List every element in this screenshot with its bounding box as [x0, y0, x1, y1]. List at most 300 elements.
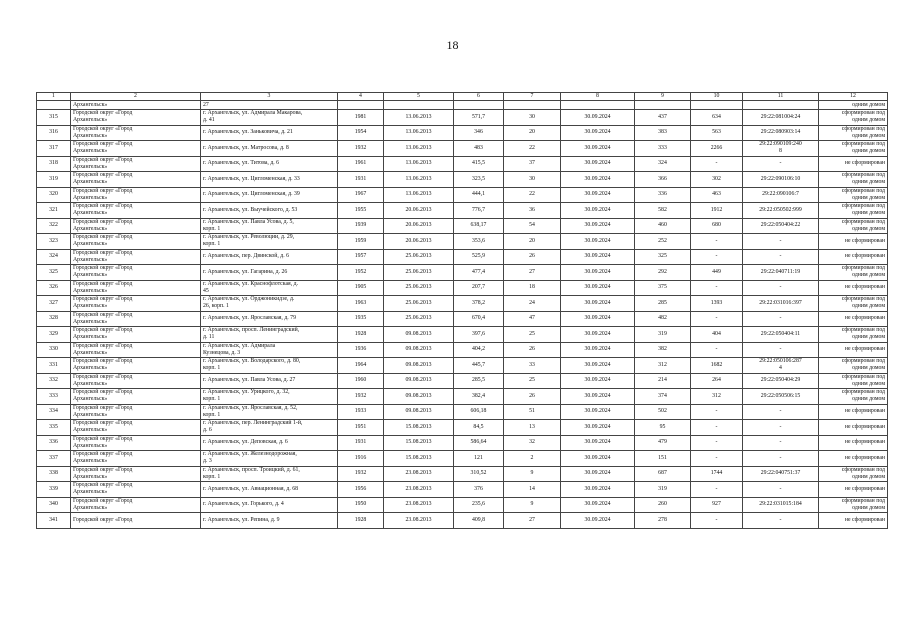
- cell-number: 332: [37, 373, 71, 389]
- col-header: 2: [71, 93, 201, 101]
- cell-date: 15.08.2013: [384, 451, 454, 467]
- cell-date: 09.08.2013: [384, 342, 454, 358]
- cell-status: сформирован под одним домом: [819, 110, 888, 126]
- cell: [384, 101, 454, 110]
- cell-deadline: 30.09.2024: [561, 172, 635, 188]
- cell-number: 322: [37, 218, 71, 234]
- cell-number: 330: [37, 342, 71, 358]
- table-row: [37, 466, 888, 482]
- cell-year: 1950: [338, 497, 384, 513]
- cell-col10: 449: [691, 265, 743, 281]
- cell-residents: 2: [504, 451, 561, 467]
- cell-owner: Городской округ «Город Архангельск»: [71, 482, 201, 498]
- cell-address: г. Архангельск, ул. Адмирала Кузнецова, д. 3: [201, 342, 338, 358]
- cell-year: 1964: [338, 358, 384, 374]
- cell-date: 13.06.2013: [384, 125, 454, 141]
- cell-col10: 302: [691, 172, 743, 188]
- cell-deadline: 30.09.2024: [561, 513, 635, 529]
- cell-address: г. Архангельск, просп. Троицкий, д. 61, корп. 1: [201, 466, 338, 482]
- cell-owner: Городской округ «Город Архангельск»: [71, 435, 201, 451]
- cell-status: не сформирован: [819, 156, 888, 172]
- cell-address: г. Архангельск, ул. Железнодорожная, д. 3: [201, 451, 338, 467]
- cell-status: сформирован под одним домом: [819, 187, 888, 203]
- cell-status: не сформирован: [819, 249, 888, 265]
- table-row: [37, 420, 888, 436]
- cell-area: 670,4: [454, 311, 504, 327]
- cell-area: 404,2: [454, 342, 504, 358]
- cell-col10: 463: [691, 187, 743, 203]
- col-header: 7: [504, 93, 561, 101]
- cell-col9: 214: [635, 373, 691, 389]
- cell-area: 409,8: [454, 513, 504, 529]
- cell-number: 338: [37, 466, 71, 482]
- cell-col10: 404: [691, 327, 743, 343]
- cell-col9: 252: [635, 234, 691, 250]
- cell-number: 337: [37, 451, 71, 467]
- table-row: [37, 451, 888, 467]
- cell-residents: 20: [504, 234, 561, 250]
- col-header: 4: [338, 93, 384, 101]
- cell-residents: 51: [504, 404, 561, 420]
- cell-area: 235,6: [454, 497, 504, 513]
- page-number: 18: [446, 38, 459, 52]
- cell-cadastral: 29:22:090109:240 8: [743, 141, 819, 157]
- cell-cadastral: 29:22:040711:19: [743, 265, 819, 281]
- cell-number: 328: [37, 311, 71, 327]
- cell-cadastral: -: [743, 482, 819, 498]
- table-row: [37, 125, 888, 141]
- col-header: 8: [561, 93, 635, 101]
- cell-area: 444,1: [454, 187, 504, 203]
- cell-col9: 460: [635, 218, 691, 234]
- cell-col9: 375: [635, 280, 691, 296]
- cell-owner: Городской округ «Город Архангельск»: [71, 249, 201, 265]
- cell-year: 1967: [338, 187, 384, 203]
- cell-deadline: 30.09.2024: [561, 187, 635, 203]
- cell-status: сформирован под одним домом: [819, 125, 888, 141]
- cell-year: 1963: [338, 296, 384, 312]
- cell-residents: 9: [504, 497, 561, 513]
- cell-col10: 1393: [691, 296, 743, 312]
- cell-year: 1905: [338, 280, 384, 296]
- cell: [561, 101, 635, 110]
- table-row: [37, 141, 888, 157]
- cell-col10: -: [691, 234, 743, 250]
- cell-deadline: 30.09.2024: [561, 218, 635, 234]
- cell-col10: 312: [691, 389, 743, 405]
- cell-address: г. Архангельск, ул. Цигломенская, д. 33: [201, 172, 338, 188]
- cell-residents: 26: [504, 389, 561, 405]
- table-row: [37, 513, 888, 529]
- cell-status: не сформирован: [819, 234, 888, 250]
- cell-col9: 278: [635, 513, 691, 529]
- cell-area: 586,64: [454, 435, 504, 451]
- cell-col9: 95: [635, 420, 691, 436]
- col-header: 9: [635, 93, 691, 101]
- cell-deadline: 30.09.2024: [561, 141, 635, 157]
- cell-deadline: 30.09.2024: [561, 358, 635, 374]
- cell-year: 1935: [338, 311, 384, 327]
- cell-col9: 285: [635, 296, 691, 312]
- cell-owner: Городской округ «Город Архангельск»: [71, 311, 201, 327]
- cell-deadline: 30.09.2024: [561, 497, 635, 513]
- cell-year: 1957: [338, 249, 384, 265]
- cell-date: 15.08.2013: [384, 435, 454, 451]
- cell-residents: 22: [504, 141, 561, 157]
- cell-cadastral: 29:22:050502:999: [743, 203, 819, 219]
- cell-area: 397,6: [454, 327, 504, 343]
- cell-cadastral: 29:22:050506:15: [743, 389, 819, 405]
- cell-date: 20.06.2013: [384, 218, 454, 234]
- cell-owner: Городской округ «Город Архангельск»: [71, 203, 201, 219]
- cell-col10: 1912: [691, 203, 743, 219]
- cell-deadline: 30.09.2024: [561, 373, 635, 389]
- cell-status: не сформирован: [819, 404, 888, 420]
- cell-year: 1960: [338, 373, 384, 389]
- cell-number: 316: [37, 125, 71, 141]
- col-header: 5: [384, 93, 454, 101]
- cell-date: 25.06.2013: [384, 311, 454, 327]
- cell-year: 1955: [338, 203, 384, 219]
- cell-number: 331: [37, 358, 71, 374]
- cell-address: г. Архангельск, ул. Деповская, д. 6: [201, 435, 338, 451]
- cell-year: 1932: [338, 141, 384, 157]
- cell-area: 606,18: [454, 404, 504, 420]
- cell-owner: Городской округ «Город Архангельск»: [71, 497, 201, 513]
- cell-col9: 437: [635, 110, 691, 126]
- cell-number: 318: [37, 156, 71, 172]
- cell-cadastral: 29:22:050106:287 4: [743, 358, 819, 374]
- cell-col10: 1744: [691, 466, 743, 482]
- cell-owner: Городской округ «Город Архангельск»: [71, 280, 201, 296]
- cell-area: 323,5: [454, 172, 504, 188]
- cell-number: 339: [37, 482, 71, 498]
- cell-residents: 14: [504, 482, 561, 498]
- cell-col10: 264: [691, 373, 743, 389]
- cell-owner: Городской округ «Город Архангельск»: [71, 265, 201, 281]
- cell-year: 1916: [338, 451, 384, 467]
- cell-area: 382,4: [454, 389, 504, 405]
- cell-number: 333: [37, 389, 71, 405]
- cell-deadline: 30.09.2024: [561, 389, 635, 405]
- cell-status: сформирован под одним домом: [819, 172, 888, 188]
- cell-year: 1933: [338, 404, 384, 420]
- cell-cadastral: 29:22:050404:11: [743, 327, 819, 343]
- cell-year: 1928: [338, 327, 384, 343]
- cell-date: 13.06.2013: [384, 110, 454, 126]
- cell-number: 336: [37, 435, 71, 451]
- cell-address: г. Архангельск, ул. Урицкого, д. 32, корп. 1: [201, 389, 338, 405]
- cell-col10: -: [691, 342, 743, 358]
- cell: [338, 101, 384, 110]
- cell-col9: 374: [635, 389, 691, 405]
- cell-area: 477,4: [454, 265, 504, 281]
- cell-address: г. Архангельск, ул. Краснофлотская, д. 45: [201, 280, 338, 296]
- cell-col10: -: [691, 249, 743, 265]
- cell-year: 1932: [338, 389, 384, 405]
- cell-date: 23.08.2013: [384, 482, 454, 498]
- cell-residents: 30: [504, 110, 561, 126]
- cell-cadastral: 29:22:090106:7: [743, 187, 819, 203]
- cell-status: не сформирован: [819, 311, 888, 327]
- cell: [37, 101, 71, 110]
- cell-col9: 366: [635, 172, 691, 188]
- cell-cadastral: 29:22:031016:397: [743, 296, 819, 312]
- cell-status: не сформирован: [819, 513, 888, 529]
- cell-owner: Городской округ «Город Архангельск»: [71, 420, 201, 436]
- cell-col9: 292: [635, 265, 691, 281]
- cell-status: сформирован под одним домом: [819, 218, 888, 234]
- cell-owner: Городской округ «Город Архангельск»: [71, 327, 201, 343]
- cell-address: г. Архангельск, ул. Адмирала Макарова, д. 41: [201, 110, 338, 126]
- cell-year: 1931: [338, 435, 384, 451]
- table-row: [37, 482, 888, 498]
- cell-area: 346: [454, 125, 504, 141]
- cell-number: 315: [37, 110, 71, 126]
- cell-cadastral: -: [743, 311, 819, 327]
- cell-year: 1931: [338, 172, 384, 188]
- cell-status: не сформирован: [819, 420, 888, 436]
- cell-residents: 20: [504, 125, 561, 141]
- table-row: [37, 311, 888, 327]
- cell-col10: -: [691, 513, 743, 529]
- table-row: [37, 265, 888, 281]
- cell-address: 27: [201, 101, 338, 110]
- cell-status: сформирован под одним домом: [819, 389, 888, 405]
- col-header: 6: [454, 93, 504, 101]
- cell-date: 23.08.2013: [384, 497, 454, 513]
- cell-deadline: 30.09.2024: [561, 265, 635, 281]
- cell-owner: Городской округ «Город: [71, 513, 201, 529]
- col-header: 1: [37, 93, 71, 101]
- cell-residents: 47: [504, 311, 561, 327]
- cell-date: 09.08.2013: [384, 358, 454, 374]
- cell-number: 334: [37, 404, 71, 420]
- cell: [504, 101, 561, 110]
- cell-address: г. Архангельск, ул. Заньковича, д. 21: [201, 125, 338, 141]
- cell: [635, 101, 691, 110]
- table-row: [37, 296, 888, 312]
- cell-year: 1981: [338, 110, 384, 126]
- cell-year: 1939: [338, 218, 384, 234]
- col-header: 11: [743, 93, 819, 101]
- cell-cadastral: -: [743, 451, 819, 467]
- cell-year: 1932: [338, 466, 384, 482]
- cell-address: г. Архангельск, ул. Титова, д. 6: [201, 156, 338, 172]
- cell-year: 1959: [338, 234, 384, 250]
- cell-date: 09.08.2013: [384, 373, 454, 389]
- cell-area: 776,7: [454, 203, 504, 219]
- cell-number: 323: [37, 234, 71, 250]
- cell-col10: -: [691, 156, 743, 172]
- cell-col10: -: [691, 451, 743, 467]
- cell-residents: 24: [504, 296, 561, 312]
- cell-date: 09.08.2013: [384, 389, 454, 405]
- cell-col9: 319: [635, 482, 691, 498]
- cell-residents: 37: [504, 156, 561, 172]
- table-row: [37, 234, 888, 250]
- cell-deadline: 30.09.2024: [561, 435, 635, 451]
- cell-deadline: 30.09.2024: [561, 404, 635, 420]
- cell-status: не сформирован: [819, 342, 888, 358]
- cell-col9: 582: [635, 203, 691, 219]
- table-row: [37, 327, 888, 343]
- cell-area: 285,5: [454, 373, 504, 389]
- cell-status: сформирован под одним домом: [819, 141, 888, 157]
- cell-deadline: 30.09.2024: [561, 451, 635, 467]
- cell-deadline: 30.09.2024: [561, 203, 635, 219]
- cell-cadastral: 29:22:050404:22: [743, 218, 819, 234]
- cell-year: 1936: [338, 342, 384, 358]
- cell-address: г. Архангельск, ул. Павла Усова, д. 27: [201, 373, 338, 389]
- cell-residents: 30: [504, 172, 561, 188]
- cell-number: 335: [37, 420, 71, 436]
- table-row: [37, 404, 888, 420]
- cell-number: 319: [37, 172, 71, 188]
- column-number-row: [37, 93, 888, 101]
- cell-address: г. Архангельск, ул. Авиационная, д. 68: [201, 482, 338, 498]
- cell-col10: 927: [691, 497, 743, 513]
- cell-area: 638,17: [454, 218, 504, 234]
- cell-col10: -: [691, 420, 743, 436]
- cell-status: не сформирован: [819, 435, 888, 451]
- table-row: [37, 389, 888, 405]
- cell-year: 1952: [338, 265, 384, 281]
- col-header: 10: [691, 93, 743, 101]
- cell-area: 84,5: [454, 420, 504, 436]
- cell-col9: 333: [635, 141, 691, 157]
- cell-deadline: 30.09.2024: [561, 342, 635, 358]
- cell-col10: 2266: [691, 141, 743, 157]
- cell-owner: Городской округ «Город Архангельск»: [71, 404, 201, 420]
- cell-address: г. Архангельск, просп. Ленинградский, д. 11: [201, 327, 338, 343]
- cell-status: не сформирован: [819, 280, 888, 296]
- cell-col10: -: [691, 280, 743, 296]
- cell-status: не сформирован: [819, 451, 888, 467]
- cell-cadastral: -: [743, 280, 819, 296]
- cell-deadline: 30.09.2024: [561, 280, 635, 296]
- cell-owner: Городской округ «Город Архангельск»: [71, 172, 201, 188]
- table-row: [37, 218, 888, 234]
- cell-number: 329: [37, 327, 71, 343]
- cell-status: одним домом: [819, 101, 888, 110]
- cell-area: 121: [454, 451, 504, 467]
- cell-number: 321: [37, 203, 71, 219]
- cell-area: 415,5: [454, 156, 504, 172]
- cell-owner: Городской округ «Город Архангельск»: [71, 110, 201, 126]
- table-row: [37, 342, 888, 358]
- cell-status: сформирован под одним домом: [819, 265, 888, 281]
- housing-register-table: [36, 92, 888, 529]
- cell-number: 317: [37, 141, 71, 157]
- cell-address: г. Архангельск, ул. Гагарина, д. 26: [201, 265, 338, 281]
- cell-address: г. Архангельск, ул. Матросова, д. 8: [201, 141, 338, 157]
- cell-status: сформирован под одним домом: [819, 296, 888, 312]
- cell-col10: -: [691, 482, 743, 498]
- cell-deadline: 30.09.2024: [561, 296, 635, 312]
- table-row: [37, 435, 888, 451]
- cell-year: 1956: [338, 482, 384, 498]
- cell-owner: Городской округ «Город Архангельск»: [71, 342, 201, 358]
- cell-year: 1961: [338, 156, 384, 172]
- cell-status: сформирован под одним домом: [819, 327, 888, 343]
- cell-residents: 18: [504, 280, 561, 296]
- cell-cadastral: -: [743, 420, 819, 436]
- col-header: 3: [201, 93, 338, 101]
- cell-residents: 54: [504, 218, 561, 234]
- cell-col9: 479: [635, 435, 691, 451]
- cell-deadline: 30.09.2024: [561, 420, 635, 436]
- cell-cadastral: -: [743, 342, 819, 358]
- cell-residents: 26: [504, 342, 561, 358]
- cell-residents: 27: [504, 513, 561, 529]
- cell-date: 23.08.2013: [384, 513, 454, 529]
- cell-owner: Архангельск»: [71, 101, 201, 110]
- cell-date: 25.06.2013: [384, 249, 454, 265]
- cell-deadline: 30.09.2024: [561, 249, 635, 265]
- table-row: [37, 203, 888, 219]
- cell-col9: 502: [635, 404, 691, 420]
- cell-cadastral: -: [743, 435, 819, 451]
- cell-number: 324: [37, 249, 71, 265]
- cell-number: 340: [37, 497, 71, 513]
- cell-owner: Городской округ «Город Архангельск»: [71, 156, 201, 172]
- cell-year: 1928: [338, 513, 384, 529]
- cell-residents: 27: [504, 265, 561, 281]
- cell-area: 483: [454, 141, 504, 157]
- cell-address: г. Архангельск, ул. Павла Усова, д. 5, корп. 1: [201, 218, 338, 234]
- cell-status: сформирован под одним домом: [819, 466, 888, 482]
- cell: [691, 101, 743, 110]
- cell-cadastral: 29:22:050404:29: [743, 373, 819, 389]
- cell-date: 09.08.2013: [384, 404, 454, 420]
- table-row: [37, 156, 888, 172]
- table-row: [37, 373, 888, 389]
- table-row: [37, 358, 888, 374]
- cell-cadastral: -: [743, 404, 819, 420]
- cell-status: сформирован под одним домом: [819, 203, 888, 219]
- cell-area: 525,9: [454, 249, 504, 265]
- cell-owner: Городской округ «Город Архангельск»: [71, 187, 201, 203]
- cell-area: 310,52: [454, 466, 504, 482]
- table-row: [37, 110, 888, 126]
- cell-deadline: 30.09.2024: [561, 156, 635, 172]
- cell-date: 25.06.2013: [384, 296, 454, 312]
- cell: [743, 101, 819, 110]
- cell-date: 13.06.2013: [384, 141, 454, 157]
- cell-number: 326: [37, 280, 71, 296]
- cell-col9: 383: [635, 125, 691, 141]
- cell-area: 571,7: [454, 110, 504, 126]
- cell-date: 15.08.2013: [384, 420, 454, 436]
- cell-cadastral: -: [743, 234, 819, 250]
- continuation-row: [37, 101, 888, 110]
- cell-col10: -: [691, 435, 743, 451]
- cell-cadastral: -: [743, 513, 819, 529]
- table-row: [37, 280, 888, 296]
- cell-cadastral: 29:22:090106:10: [743, 172, 819, 188]
- cell-owner: Городской округ «Город Архангельск»: [71, 358, 201, 374]
- cell-date: 13.06.2013: [384, 156, 454, 172]
- cell-col9: 151: [635, 451, 691, 467]
- cell-date: 09.08.2013: [384, 327, 454, 343]
- cell-col9: 260: [635, 497, 691, 513]
- table-row: [37, 249, 888, 265]
- cell-address: г. Архангельск, ул. Ярославская, д. 52, корп. 1: [201, 404, 338, 420]
- cell-address: г. Архангельск, ул. Горького, д. 4: [201, 497, 338, 513]
- cell-residents: 22: [504, 187, 561, 203]
- cell-cadastral: -: [743, 249, 819, 265]
